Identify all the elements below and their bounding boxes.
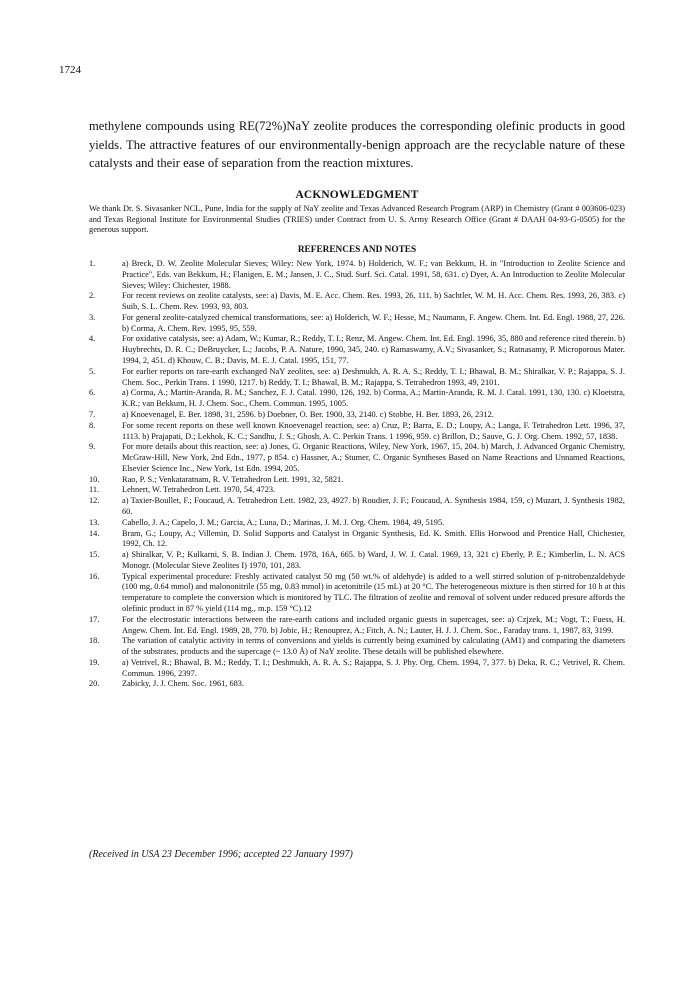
reference-text: a) Vetrivel, R.; Bhawal, B. M.; Reddy, T. I.; Deshmukh, A. R. A. S.; Rajappa, S. J. Phy. Org. Chem. 1994, 7, 377. b) Deka, R. C.; Vetrivel, R. Chem. Commun. 1996, 2397. [122,657,625,678]
reference-number: 16. [89,571,100,581]
reference-text: For earlier reports on rare-earth exchanged NaY zeolites, see: a) Deshmukh, A. R. A. S.; Reddy, T. I.; Bhawal, B. M.; Shiralkar, V. P.; Rajappa, S. J. Chem. Soc., Perkin Trans. 1 1990, 1217. b) Reddy, T. I.; Bhawal, B. M.; Rajappa, S. Tetrahedron 1993, 49, 2101. [122,366,625,387]
reference-number: 13. [89,517,100,527]
reference-text: Cabello, J. A.; Capelo, J. M.; Garcia, A.; Luna, D.; Marinas, J. M. J. Org. Chem. 1984, 49, 5195. [122,517,445,527]
acknowledgment-text: We thank Dr. S. Sivasanker NCL, Pune, India for the supply of NaY zeolite and Texas Advanced Research Program (ARP) in Chemistry (Grant # 003606-023) and Texas Regional Institute for Environmental Studies (TRIES) under Contract from U. S. Army Research Office (Grant # DAAH 04-93-G-0505) for the generous support. [89,204,625,235]
reference-item [89,658,625,680]
page-number: 1724 [59,64,81,76]
reference-item [89,291,625,313]
reference-text: Lehnert, W. Tetrahedron Lett. 1970, 54, 4723. [122,485,276,495]
reference-number: 5. [89,366,96,376]
reference-item [89,550,625,572]
reference-text: For general zeolite-catalyzed chemical transformations, see: a) Holderich, W. F.; Hesse, M.; Naumann, F. Angew. Chem. Int. Ed. Engl. 1988, 27, 226. b) Corma, A. Chem. Rev. 1995, 95, 559. [122,312,625,333]
reference-number: 3. [89,312,96,322]
reference-item [89,259,625,291]
reference-item [89,615,625,637]
reference-text: a) Knoevenagel, E. Ber. 1898, 31, 2596. b) Doebner, O. Ber. 1900, 33, 2140. c) Stobbe, H. Ber. 1893, 26, 2312. [122,409,494,419]
reference-item [89,334,625,366]
reference-text: For oxidative catalysis, see: a) Adam, W.; Kumar, R.; Reddy, T. I.; Renz, M. Angew. Chem. Int. Ed. Engl. 1996, 35, 880 and reference cited therein. b) Huybrechts, D. R. C.; DeBruycker, L.; Jacobs, P. A. Nature, 1990, 345, 240. c) Ramaswamy, A.V.; Sivasanker, S.; Ratnasamy, P. Microporous Mater. 1994, 2, 451. d) Khouw, C. B.; Davis, M. E. J. Catal. 1995, 151, 77. [122,334,625,366]
reference-number: 19. [89,657,100,667]
reference-number: 10. [89,474,100,484]
reference-item [89,518,625,529]
reference-item [89,313,625,335]
reference-text: For recent reviews on zeolite catalysts, see: a) Davis, M. E. Acc. Chem. Res. 1993, 26, 111. b) Sachtler, W. M. H. Acc. Chem. Res. 1993, 26, 383. c) Suib, S. L. Chem. Rev. 1993, 93, 803. [122,291,625,312]
intro-paragraph: methylene compounds using RE(72%)NaY zeolite produces the corresponding olefinic products in good yields. The attractive features of our environmentally-benign approach are the recyclable nature of these catalysts and their ease of separation from the reaction mixtures. [89,119,625,170]
reference-number: 11. [89,485,100,495]
reference-text: For more details about this reaction, see: a) Jones, G. Organic Reactions, Wiley, New York, 1967, 15, 204. b) March, J. Advanced Organic Chemistry, McGraw-Hill, New York, 2nd Edn., 1977, p 854. c) Hassner, A.; Stumer, C. Organic Syntheses Based on Name Reactions and Unnamed Reactions, Elsevier Science Inc., New York, 1st Edn. 1994, 205. [122,442,625,473]
reference-number: 20. [89,679,100,689]
reference-number: 18. [89,636,100,646]
reference-item [89,421,625,443]
reference-number: 7. [89,409,96,419]
reference-item [89,475,625,486]
reference-item [89,679,625,690]
reference-number: 2. [89,291,96,301]
acknowledgment-heading: ACKNOWLEDGMENT [295,189,419,201]
reference-number: 1. [89,259,96,268]
references-heading: REFERENCES AND NOTES [297,245,417,255]
received-note: (Received in USA 23 December 1996; accepted 22 January 1997) [89,849,353,860]
reference-text: For the electrostatic interactions between the rare-earth cations and included organic guests in supercages, see: a) Czjzek, M.; Vogt, T.; Fuess, H. Angew. Chem. Int. Ed. Engl. 1989, 28, 770. b) Jobic, H.; Renouprez, A.; Fitch, A. N.; Lauter, H. J. J. Chem. Soc., Faraday trans. 1, 1987, 83, 3199. [122,614,625,635]
reference-number: 14. [89,528,100,538]
reference-item [89,636,625,658]
reference-item [89,442,625,474]
reference-text: For some recent reports on these well known Knoevenagel reaction, see: a) Cruz, P.; Barra, E. D.; Loupy, A.; Langa, F. Tetrahedron Lett. 1996, 37, 1113. b) Prajapati, D.; Lekhok, K. C.; Sandhu, J. S.; Ghosh, A. C. Perkin Trans. 1 1996, 959. c) Brillon, D.; Sauve, G. J. Org. Chem. 1992, 57, 1838. [122,420,625,441]
reference-text: Bram, G.; Loupy, A.; Villemin, D. Solid Supports and Catalyst in Organic Synthesis, Ed. K. Smith. Ellis Horwood and Prentice Hall, Chichester, 1992, Ch. 12. [122,528,625,549]
reference-number: 17. [89,614,100,624]
reference-text: Zabicky, J. J. Chem. Soc. 1961, 683. [122,679,245,689]
reference-text: a) Breck, D. W. Zeolite Molecular Sieves; Wiley: New York, 1974. b) Holderich, W. F.; van Bekkum, H. in "Introduction to Zeolite Science and Practice", Eds. van Bekkum, H.; Flanigen, E. M.; Jansen, J. C., Stud. Surf. Sci. Catal. 1991, 58, 631. c) Dyer, A. An Introduction to Zeolite Molecular Sieves; Wiley: Chichester, 1988. [122,259,625,290]
reference-text: Rao, P. S.; Venkataratnam, R. V. Tetrahedron Lett. 1991, 32, 5821. [122,474,344,484]
reference-item [89,410,625,421]
reference-number: 9. [89,442,96,452]
reference-number: 8. [89,420,96,430]
reference-number: 4. [89,334,96,344]
reference-item [89,388,625,410]
reference-text: a) Shiralkar, V. P.; Kulkarni, S. B. Indian J. Chem. 1978, 16A, 665. b) Ward, J. W. J. Catal. 1969, 13, 321 c) Eberly, P. E.; Kimberlin, L. N. ACS Monogr. (Molecular Sieve Zeolites I) 1970, 101, 283. [122,550,625,570]
reference-number: 6. [89,388,96,398]
reference-text: a) Taxier-Boullet, F.; Foucaud, A. Tetrahedron Lett. 1982, 23, 4927. b) Roudier, J. F.; Foucaud, A. Synthesis 1984, 159, c) Muzart, J. Synthesis 1982, 60. [122,496,625,516]
references-list [89,259,625,690]
reference-text: Typical experimental procedure: Freshly activated catalyst 50 mg (50 wt.% of aldehyde) is added to a well stirred solution of p-nitrobenzaldehyde (100 mg, 0.64 mmol) and malononitrile (55 mg, 0.83 mmol) in acetonitrile (15 mL) at 20 °C. The heterogeneous mixture is then stirred for 10 h at this temperature to complete the conversion which is monitored by TLC. The filtration of zeolite and removal of solvent under reduced presure affords the olefinic product in 87 % yield (114 mg., m.p. 159 °C).12 [122,571,625,613]
reference-item [89,485,625,496]
reference-item [89,529,625,551]
reference-number: 15. [89,550,100,560]
reference-item [89,572,625,615]
reference-number: 12. [89,496,100,506]
reference-item [89,367,625,389]
reference-text: a) Corma, A.; Martin-Aranda, R. M.; Sanchez, F. J. Catal. 1990, 126, 192. b) Corma, A.; Martin-Aranda, R. M. J. Catal. 1991, 130, 130. c) Kloetstra, K.R.; van Bekkum, H. J. Chem. Soc., Chem. Commun. 1995, 1005. [122,388,625,409]
reference-text: The variation of catalytic activity in terms of conversions and yields is currently being examined by calculating (AM1) and comparing the diameters of the substrates, products and the supercage (~ 13.0 Å) of NaY zeolite. These details will be published elsewhere. [122,636,625,657]
reference-item [89,496,625,518]
